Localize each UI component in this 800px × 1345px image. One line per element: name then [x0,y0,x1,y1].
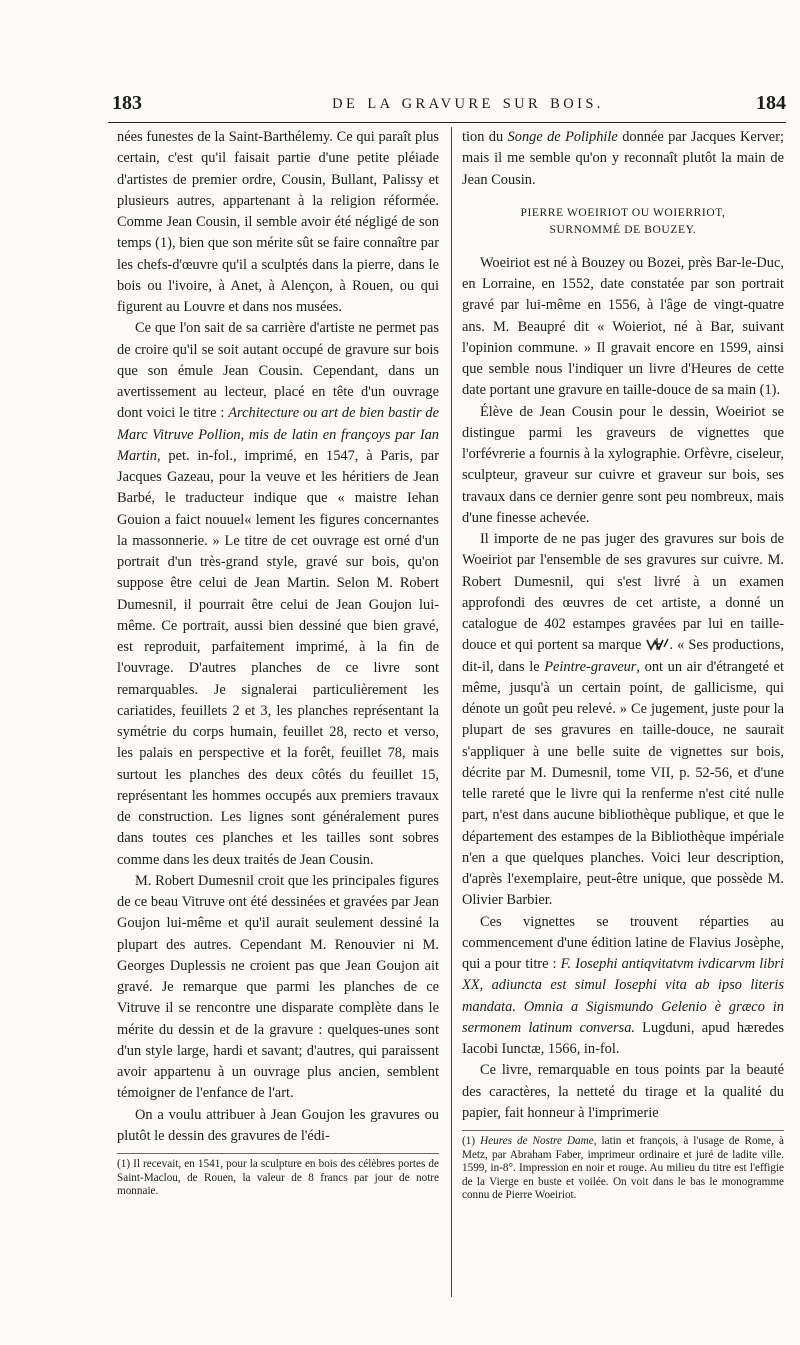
right-column [462,127,784,1203]
paragraph [462,127,784,191]
text-run: (1) [462,1135,481,1147]
book-title: F. Iosephi antiqvitatvm ivdicarvm libri XX, adiuncta est simul Iosephi vita ab ipso literis mandata. Omnia a Sigismundo Gelenio è græco in sermonem latinum conversa. [462,956,784,1036]
footnote: (1) Il recevait, en 1541, pour la sculpture en bois des célèbres portes de Saint-Maclou, de Rouen, la valeur de 8 francs par jour de notre monnaie. [117,1158,439,1198]
book-title: Heures de Nostre Dame, [480,1135,597,1147]
paragraph [462,912,784,1061]
page-number-left: 183 [112,92,142,114]
text-run: Lugduni, apud hæredes Iacobi Iunctæ, 1566, in-fol. [462,1019,784,1057]
footnote-rule [462,1130,784,1131]
heading-line: PIERRE WOEIRIOT OU WOIERRIOT, [520,206,726,219]
text-run: . « Ses productions, dit-il, dans le [462,637,785,675]
left-column [117,127,439,1199]
column-divider [451,127,452,1297]
paragraph: M. Robert Dumesnil croit que les principales figures de ce beau Vitruve ont été dessinées et gravées par Jean Goujon lui-même et qu'il aurait seulement dessiné la plupart des autres. Cependant M. Renouvier ni M. Georges Duplessis ne croient pas que Jean Goujon ait gravé. Je remarque que parmi les planches de ce Vitruve il se rencontre une disparate complète dans le mérite du dessin et de la gravure : quelques-unes sont d'un style large, hardi et savant; d'autres, qui paraissent avoir appartenu à un ouvrage plus ancien, semblent témoigner de l'enfance de l'art. [117,872,439,1102]
text-run: Il importe de ne pas juger des gravures sur bois de Woeiriot par l'ensemble de ses gravures sur cuivre. M. Robert Dumesnil, qui s'est livré à un examen approfondi des œuvres de cet artiste, a donné un catalogue de 402 estampes gravées par lui en taille-douce et qui portent sa marque [462,531,784,654]
paragraph: Ce livre, remarquable en tous points par la beauté des caractères, la netteté du tirage et la qualité du papier, fait honneur à l'imprimerie [462,1062,784,1121]
text-run: , ont un air d'étrangeté et même, jusqu'à un certain point, de gallicisme, qui dénote un goût peu relevé. » Ce jugement, juste pour la plupart de ses gravures en taille-douce, ne saurait s'appliquer à une belle suite de vignettes sur bois, décrite par M. Dumesnil, tome VII, p. 52-56, et d'une telle rareté que le livre qui la renferme n'est cité nulle part, n'est dans aucune bibliothèque publique, et que le département des estampes de la Bibliothèque impériale n'en a que quelques planches. Voici leur description, d'après l'exemplaire, peut-être unique, que possède M. Olivier Barbier. [462,658,784,909]
paragraph: Woeiriot est né à Bouzey ou Bozei, près Bar-le-Duc, en Lorraine, en 1552, date constatée par son portrait gravé par lui-même en 1556, à l'âge de vingt-quatre ans. M. Beaupré dit « Woieriot, né à Bar, suivant l'opinion commune. » Il gravait encore en 1599, ainsi que semble nous l'indiquer un livre d'Heures de cette date portant une gravure en taille-douce de sa main (1). [462,254,784,399]
heading-line: SURNOMMÉ DE BOUZEY. [549,223,697,236]
paragraph: On a voulu attribuer à Jean Goujon les gravures ou plutôt le dessin des gravures de l'édi- [117,1106,439,1144]
footnote [462,1135,784,1203]
book-title: Songe de Poliphile [507,129,618,145]
footnote-rule [117,1153,439,1154]
paragraph [462,529,784,912]
running-title: DE LA GRAVURE SUR BOIS. [332,96,604,112]
section-heading [462,205,784,239]
book-title: Architecture ou art de bien bastir de Marc Vitruve Pollion, mis de latin en françoys par Ian Martin, [117,405,440,464]
page-number-right: 184 [756,92,786,114]
text-run: tion du [462,129,508,145]
paragraph: nées funestes de la Saint-Barthélemy. Ce qui paraît plus certain, c'est qu'il faisait partie d'une petite pléiade d'artistes de premier ordre, Cousin, Bullant, Palissy et plusieurs autres, appartenant à la religion réformée. Comme Jean Cousin, il semble avoir été négligé de son temps (1), bien que son mérite sût se faire connaître par les chefs-d'œuvre qu'il a sculptés dans la pierre, dans le bois ou l'ivoire, à Anet, à Alençon, à Rouen, ou qui figurent au Louvre et dans nos musées. [117,129,439,315]
text-run: latin et françois, à l'usage de Rome, à Metz, par Abraham Faber, imprimeur ordinaire et juré de ladite ville. 1599, in-8°. Impression en noir et rouge. Au milieu du titre est l'effigie de la Vierge en buste et voilée. On voit dans le bas le monogramme connu de Pierre Woeiriot. [462,1135,784,1202]
book-title: Peintre-graveur [544,658,637,675]
paragraph [117,318,439,871]
text-run: Ces vignettes se trouvent réparties au commencement d'une édition latine de Flavius Josèphe, qui a pour titre : [462,913,784,972]
woeiriot-monogram-icon [645,637,669,651]
text-run: donnée par Jacques Kerver; mais il me semble qu'on y reconnaît plutôt la main de Jean Cousin. [462,129,784,188]
text-run: Ce que l'on sait de sa carrière d'artiste ne permet pas de croire qu'il se soit autant occupé de gravure sur bois que son émule Jean Cousin. Cependant, dans un avertissement au lecteur, placé en tête d'un ouvrage dont voici le titre : [117,320,439,422]
header-rule [108,122,786,123]
running-header [108,92,786,120]
text-run: pet. in-fol., imprimé, en 1547, à Paris, par Jacques Gazeau, pour la veuve et les héritiers de Jean Barbé, le traducteur indique que « maistre Iehan Gouion a faict nouuel« lement les figures concernantes la massonnerie. » Le titre de cet ouvrage est orné d'un portrait d'un très-grand style, gravé sur bois, qu'on suppose être celui de Jean Martin. Selon M. Robert Dumesnil, il pourrait être celui de Jean Goujon lui-même. Ce portrait, aussi bien dessiné que bien gravé, est reproduit, parfaitement imprimé, à la fin de l'ouvrage. D'autres planches de ce livre sont remarquables. Je signalerai particulièrement les cariatides, feuillets 2 et 3, les planches représentant la symétrie du corps humain, feuillet 28, recto et verso, les palais en perspective et la forêt, feuillet 78, mais surtout les planches des deux côtés du feuillet 15, représentant les hommes occupés aux premiers travaux de construction. Les lignes sont généralement pures dans toutes ces planches et les tailles sont sobres comme dans les deux traités de Jean Cousin. [117,447,439,868]
paragraph: Élève de Jean Cousin pour le dessin, Woeiriot se distingue parmi les graveurs de vignettes que l'orfévrerie a fournis à la xylographie. Orfèvre, ciseleur, sculpteur, graveur sur cuivre et graveur sur bois, ses travaux dans ce dernier genre sont peu nombreux, mais d'une finesse achevée. [462,403,784,526]
